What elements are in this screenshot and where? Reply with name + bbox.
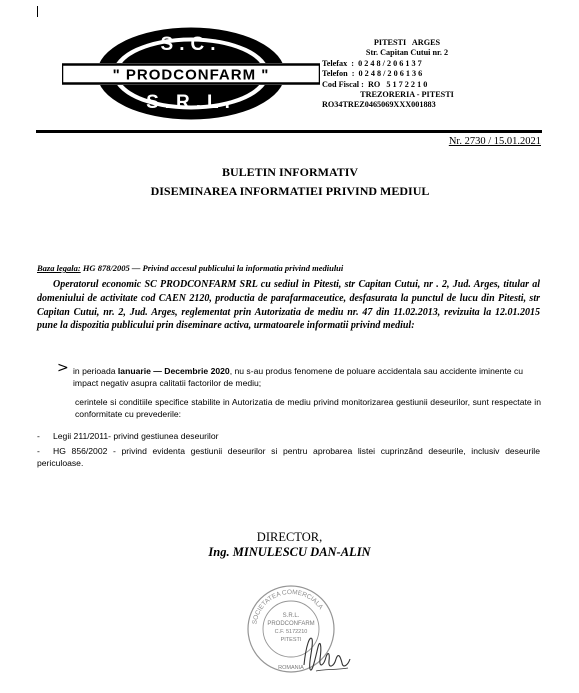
logo-graphic <box>62 26 320 121</box>
header-divider <box>36 130 542 133</box>
arrow-bullet-icon: > <box>57 360 69 376</box>
stamp-line-4: PITESTI <box>280 637 302 643</box>
bullet-item-period-pre: in perioada <box>73 366 118 376</box>
logo-band-text: " PRODCONFARM " <box>112 66 270 84</box>
contact-block <box>322 38 492 111</box>
law-dash: - <box>37 431 40 441</box>
stamp-line-5: ROMANIA <box>278 665 304 671</box>
stamp-ring-text: SOCIETATEA COMERCIALA <box>251 588 325 625</box>
bullet-item-requirements: cerintele si conditiile specifice stabilite in Autorizatia de mediu privind monitorizarea gestiunii deseurilor, sunt respectate in conformitate cu prevederile: <box>75 397 541 419</box>
stamp-line-3: C.F. 5172210 <box>274 629 308 635</box>
contact-fiscal-code: Cod Fiscal : RO 5 1 7 2 2 1 0 <box>322 79 428 89</box>
stamp-line-1: S.R.L. <box>282 613 300 619</box>
bullet-item-period <box>73 366 541 389</box>
text-cursor <box>37 6 38 17</box>
director-title: DIRECTOR, <box>256 530 323 544</box>
stamp-line-2: PRODCONFARM <box>267 621 315 627</box>
law-item <box>37 446 540 469</box>
handwritten-signature <box>296 625 354 681</box>
legal-basis-label: Baza legala: <box>37 263 81 273</box>
contact-city: PITESTI ARGES <box>373 38 441 47</box>
contact-account: RO34TREZ0465069XXX001883 <box>322 100 436 110</box>
svg-text:SOCIETATEA COMERCIALA <box>251 589 324 625</box>
contact-telefon: Telefon : 0 2 4 8 / 2 0 6 1 3 6 <box>322 69 423 79</box>
intro-paragraph: Operatorul economic SC PRODCONFARM SRL cu sediul in Pitesti, str Capitan Cutui, nr . 2, Jud. Arges, titular al domeniului de activitate cod CAEN 2120, productia de parafarmaceutice, desfasurata la punctul de lucu din Pitesti, str Capitan Cutui, nr. 2, Jud. Arges, reglementat prin Autorizatia de mediu nr. 47 din 11.02.2013, revizuita la 12.01.2015 pune la dispozitia publicului prin diseminare activa, urmatoarele informatii privind mediul: <box>37 279 540 332</box>
law-dash: - <box>37 446 40 456</box>
document-title: BULETIN INFORMATIV <box>221 165 359 179</box>
legal-basis-text: HG 878/2005 — Privind accesul publicului la informatia privind mediului <box>80 263 344 273</box>
signature-graphic <box>296 625 354 681</box>
law-item <box>37 431 540 443</box>
contact-telefax: Telefax : 0 2 4 8 / 2 0 6 1 3 7 <box>322 58 422 68</box>
director-name: Ing. MINULESCU DAN-ALIN <box>208 545 371 559</box>
contact-treasury: TREZORERIA - PITESTI <box>360 90 454 100</box>
law-text: Legii 211/2011- privind gestiunea deseurilor <box>53 431 219 441</box>
legal-basis <box>37 263 542 273</box>
law-text: HG 856/2002 - privind evidenta gestiunii deseurilor si pentru aprobarea listei cuprinzând deseurile, inclusiv deseurile periculoase. <box>37 446 540 468</box>
logo-bottom-letters: S.R.L. <box>146 92 236 113</box>
bullet-item-period-bold: Ianuarie — Decembrie 2020 <box>117 366 230 376</box>
logo-top-letters: S.C. <box>160 34 222 55</box>
bullet-item-period-post: , nu s-au produs fenomene de poluare accidentala sau accidente iminente cu impact negativ asupra calitatii factorilor de mediu; <box>73 366 524 388</box>
document-number: Nr. 2730 / 15.01.2021 <box>448 136 541 147</box>
company-logo <box>62 26 320 121</box>
contact-street: Str. Capitan Cutui nr. 2 <box>365 48 449 58</box>
document-subtitle: DISEMINAREA INFORMATIEI PRIVIND MEDIUL <box>150 184 430 198</box>
